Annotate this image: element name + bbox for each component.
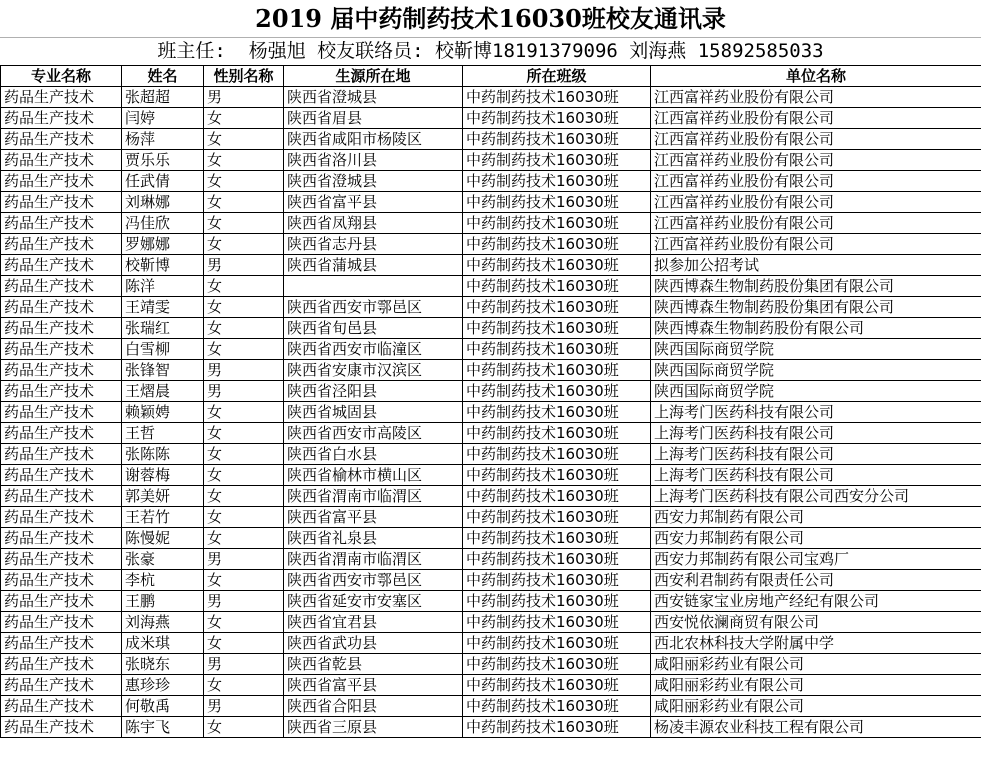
- cell-origin: 陕西省西安市高陵区: [284, 423, 463, 444]
- table-row: [1, 360, 981, 381]
- cell-employer: 陕西博森生物制药股份有限公司: [651, 318, 981, 339]
- cell-major: 药品生产技术: [1, 213, 122, 234]
- cell-employer: 西安力邦制药有限公司: [651, 507, 981, 528]
- cell-gender: 男: [204, 381, 284, 402]
- cell-class: 中药制药技术16030班: [463, 234, 651, 255]
- cell-major: 药品生产技术: [1, 381, 122, 402]
- cell-class: 中药制药技术16030班: [463, 528, 651, 549]
- table-row: [1, 717, 981, 738]
- cell-major: 药品生产技术: [1, 192, 122, 213]
- cell-major: 药品生产技术: [1, 612, 122, 633]
- cell-employer: 江西富祥药业股份有限公司: [651, 129, 981, 150]
- table-row: [1, 171, 981, 192]
- cell-origin: 陕西省咸阳市杨陵区: [284, 129, 463, 150]
- cell-origin: 陕西省渭南市临渭区: [284, 486, 463, 507]
- cell-major: 药品生产技术: [1, 339, 122, 360]
- cell-gender: 男: [204, 696, 284, 717]
- cell-class: 中药制药技术16030班: [463, 444, 651, 465]
- cell-class: 中药制药技术16030班: [463, 276, 651, 297]
- cell-gender: 女: [204, 444, 284, 465]
- cell-gender: 女: [204, 675, 284, 696]
- cell-gender: 女: [204, 234, 284, 255]
- cell-gender: 女: [204, 108, 284, 129]
- cell-name: 张瑞红: [122, 318, 204, 339]
- cell-gender: 女: [204, 213, 284, 234]
- cell-major: 药品生产技术: [1, 507, 122, 528]
- cell-origin: 陕西省西安市临潼区: [284, 339, 463, 360]
- cell-origin: 陕西省西安市鄠邑区: [284, 297, 463, 318]
- cell-major: 药品生产技术: [1, 129, 122, 150]
- cell-origin: 陕西省延安市安塞区: [284, 591, 463, 612]
- cell-employer: 陕西国际商贸学院: [651, 360, 981, 381]
- cell-origin: 陕西省安康市汉滨区: [284, 360, 463, 381]
- cell-gender: 女: [204, 192, 284, 213]
- cell-major: 药品生产技术: [1, 444, 122, 465]
- table-row: [1, 570, 981, 591]
- cell-employer: 拟参加公招考试: [651, 255, 981, 276]
- cell-name: 郭美妍: [122, 486, 204, 507]
- cell-name: 王靖雯: [122, 297, 204, 318]
- cell-class: 中药制药技术16030班: [463, 696, 651, 717]
- cell-origin: 陕西省乾县: [284, 654, 463, 675]
- cell-employer: 江西富祥药业股份有限公司: [651, 108, 981, 129]
- cell-class: 中药制药技术16030班: [463, 507, 651, 528]
- cell-employer: 西安链家宝业房地产经纪有限公司: [651, 591, 981, 612]
- cell-name: 王若竹: [122, 507, 204, 528]
- cell-gender: 女: [204, 465, 284, 486]
- cell-origin: 陕西省凤翔县: [284, 213, 463, 234]
- cell-gender: 男: [204, 360, 284, 381]
- cell-origin: 陕西省西安市鄠邑区: [284, 570, 463, 591]
- table-row: [1, 87, 981, 108]
- cell-employer: 杨凌丰源农业科技工程有限公司: [651, 717, 981, 738]
- table-row: [1, 297, 981, 318]
- cell-origin: 陕西省武功县: [284, 633, 463, 654]
- table-row: [1, 108, 981, 129]
- cell-gender: 男: [204, 549, 284, 570]
- cell-employer: 咸阳丽彩药业有限公司: [651, 654, 981, 675]
- cell-employer: 江西富祥药业股份有限公司: [651, 213, 981, 234]
- cell-name: 陈慢妮: [122, 528, 204, 549]
- cell-employer: 江西富祥药业股份有限公司: [651, 150, 981, 171]
- table-header-row: [1, 66, 981, 87]
- cell-major: 药品生产技术: [1, 297, 122, 318]
- cell-name: 陈洋: [122, 276, 204, 297]
- cell-employer: 咸阳丽彩药业有限公司: [651, 675, 981, 696]
- cell-major: 药品生产技术: [1, 423, 122, 444]
- cell-name: 杨萍: [122, 129, 204, 150]
- cell-major: 药品生产技术: [1, 360, 122, 381]
- table-row: [1, 402, 981, 423]
- cell-major: 药品生产技术: [1, 108, 122, 129]
- cell-name: 赖颖娉: [122, 402, 204, 423]
- cell-name: 贾乐乐: [122, 150, 204, 171]
- cell-gender: 女: [204, 633, 284, 654]
- cell-name: 张超超: [122, 87, 204, 108]
- cell-name: 张豪: [122, 549, 204, 570]
- table-row: [1, 528, 981, 549]
- cell-gender: 女: [204, 570, 284, 591]
- cell-gender: 女: [204, 402, 284, 423]
- cell-employer: 陕西博森生物制药股份集团有限公司: [651, 276, 981, 297]
- table-row: [1, 507, 981, 528]
- table-row: [1, 654, 981, 675]
- cell-employer: 陕西博森生物制药股份集团有限公司: [651, 297, 981, 318]
- cell-major: 药品生产技术: [1, 465, 122, 486]
- cell-major: 药品生产技术: [1, 549, 122, 570]
- cell-name: 张陈陈: [122, 444, 204, 465]
- cell-name: 闫婷: [122, 108, 204, 129]
- cell-name: 李杭: [122, 570, 204, 591]
- cell-name: 白雪柳: [122, 339, 204, 360]
- cell-name: 何敬禹: [122, 696, 204, 717]
- cell-name: 王哲: [122, 423, 204, 444]
- cell-name: 刘海燕: [122, 612, 204, 633]
- cell-gender: 男: [204, 255, 284, 276]
- cell-employer: 江西富祥药业股份有限公司: [651, 87, 981, 108]
- cell-origin: 陕西省旬邑县: [284, 318, 463, 339]
- cell-origin: 陕西省白水县: [284, 444, 463, 465]
- cell-name: 罗娜娜: [122, 234, 204, 255]
- table-row: [1, 255, 981, 276]
- cell-class: 中药制药技术16030班: [463, 192, 651, 213]
- cell-class: 中药制药技术16030班: [463, 297, 651, 318]
- cell-name: 冯佳欣: [122, 213, 204, 234]
- table-row: [1, 633, 981, 654]
- column-header-name: 姓名: [122, 66, 204, 87]
- cell-origin: 陕西省渭南市临渭区: [284, 549, 463, 570]
- cell-origin: 陕西省澄城县: [284, 171, 463, 192]
- cell-class: 中药制药技术16030班: [463, 360, 651, 381]
- cell-class: 中药制药技术16030班: [463, 150, 651, 171]
- cell-employer: 上海考门医药科技有限公司: [651, 402, 981, 423]
- cell-employer: 陕西国际商贸学院: [651, 339, 981, 360]
- cell-employer: 咸阳丽彩药业有限公司: [651, 696, 981, 717]
- cell-employer: 江西富祥药业股份有限公司: [651, 234, 981, 255]
- cell-major: 药品生产技术: [1, 318, 122, 339]
- cell-major: 药品生产技术: [1, 486, 122, 507]
- cell-class: 中药制药技术16030班: [463, 591, 651, 612]
- cell-origin: [284, 276, 463, 297]
- cell-gender: 女: [204, 423, 284, 444]
- cell-class: 中药制药技术16030班: [463, 129, 651, 150]
- cell-origin: 陕西省三原县: [284, 717, 463, 738]
- cell-gender: 女: [204, 171, 284, 192]
- cell-origin: 陕西省泾阳县: [284, 381, 463, 402]
- column-header-employer: 单位名称: [651, 66, 981, 87]
- contact-subtitle: 班主任: 杨强旭 校友联络员: 校靳博18191379096 刘海燕 15892585033: [157, 40, 824, 62]
- cell-origin: 陕西省富平县: [284, 507, 463, 528]
- table-row: [1, 234, 981, 255]
- cell-name: 陈宇飞: [122, 717, 204, 738]
- cell-employer: 西安力邦制药有限公司宝鸡厂: [651, 549, 981, 570]
- cell-name: 任武倩: [122, 171, 204, 192]
- cell-origin: 陕西省富平县: [284, 192, 463, 213]
- cell-class: 中药制药技术16030班: [463, 213, 651, 234]
- cell-employer: 上海考门医药科技有限公司: [651, 423, 981, 444]
- cell-major: 药品生产技术: [1, 255, 122, 276]
- table-row: [1, 276, 981, 297]
- cell-gender: 男: [204, 591, 284, 612]
- cell-gender: 女: [204, 717, 284, 738]
- table-row: [1, 381, 981, 402]
- cell-class: 中药制药技术16030班: [463, 465, 651, 486]
- cell-major: 药品生产技术: [1, 633, 122, 654]
- cell-major: 药品生产技术: [1, 654, 122, 675]
- table-row: [1, 549, 981, 570]
- cell-gender: 女: [204, 612, 284, 633]
- cell-class: 中药制药技术16030班: [463, 171, 651, 192]
- cell-major: 药品生产技术: [1, 528, 122, 549]
- table-row: [1, 486, 981, 507]
- cell-gender: 女: [204, 507, 284, 528]
- cell-employer: 江西富祥药业股份有限公司: [651, 171, 981, 192]
- cell-class: 中药制药技术16030班: [463, 402, 651, 423]
- cell-employer: 西安利君制药有限责任公司: [651, 570, 981, 591]
- alumni-table: [0, 65, 981, 738]
- cell-major: 药品生产技术: [1, 171, 122, 192]
- cell-employer: 西安力邦制药有限公司: [651, 528, 981, 549]
- table-row: [1, 444, 981, 465]
- cell-major: 药品生产技术: [1, 675, 122, 696]
- cell-gender: 女: [204, 528, 284, 549]
- cell-class: 中药制药技术16030班: [463, 108, 651, 129]
- cell-major: 药品生产技术: [1, 402, 122, 423]
- cell-major: 药品生产技术: [1, 717, 122, 738]
- cell-origin: 陕西省蒲城县: [284, 255, 463, 276]
- table-row: [1, 339, 981, 360]
- cell-origin: 陕西省眉县: [284, 108, 463, 129]
- cell-name: 张晓东: [122, 654, 204, 675]
- cell-origin: 陕西省榆林市横山区: [284, 465, 463, 486]
- cell-major: 药品生产技术: [1, 570, 122, 591]
- table-row: [1, 150, 981, 171]
- cell-class: 中药制药技术16030班: [463, 654, 651, 675]
- cell-origin: 陕西省宜君县: [284, 612, 463, 633]
- cell-origin: 陕西省洛川县: [284, 150, 463, 171]
- cell-origin: 陕西省志丹县: [284, 234, 463, 255]
- cell-class: 中药制药技术16030班: [463, 87, 651, 108]
- column-header-gender: 性别名称: [204, 66, 284, 87]
- cell-name: 成米琪: [122, 633, 204, 654]
- cell-gender: 男: [204, 654, 284, 675]
- table-body: [1, 87, 981, 738]
- cell-class: 中药制药技术16030班: [463, 318, 651, 339]
- cell-class: 中药制药技术16030班: [463, 570, 651, 591]
- cell-class: 中药制药技术16030班: [463, 381, 651, 402]
- cell-employer: 上海考门医药科技有限公司: [651, 465, 981, 486]
- table-row: [1, 213, 981, 234]
- cell-class: 中药制药技术16030班: [463, 717, 651, 738]
- cell-name: 校靳博: [122, 255, 204, 276]
- table-row: [1, 318, 981, 339]
- cell-employer: 陕西国际商贸学院: [651, 381, 981, 402]
- cell-name: 王鹏: [122, 591, 204, 612]
- cell-class: 中药制药技术16030班: [463, 549, 651, 570]
- cell-class: 中药制药技术16030班: [463, 486, 651, 507]
- cell-major: 药品生产技术: [1, 696, 122, 717]
- table-row: [1, 696, 981, 717]
- cell-class: 中药制药技术16030班: [463, 255, 651, 276]
- table-row: [1, 612, 981, 633]
- cell-major: 药品生产技术: [1, 276, 122, 297]
- column-header-class: 所在班级: [463, 66, 651, 87]
- cell-gender: 男: [204, 87, 284, 108]
- cell-gender: 女: [204, 339, 284, 360]
- cell-employer: 西安悦依澜商贸有限公司: [651, 612, 981, 633]
- cell-name: 惠珍珍: [122, 675, 204, 696]
- cell-origin: 陕西省合阳县: [284, 696, 463, 717]
- table-row: [1, 591, 981, 612]
- cell-employer: 西北农林科技大学附属中学: [651, 633, 981, 654]
- column-header-major: 专业名称: [1, 66, 122, 87]
- cell-employer: 江西富祥药业股份有限公司: [651, 192, 981, 213]
- cell-major: 药品生产技术: [1, 150, 122, 171]
- table-row: [1, 129, 981, 150]
- cell-gender: 女: [204, 276, 284, 297]
- cell-origin: 陕西省城固县: [284, 402, 463, 423]
- cell-employer: 上海考门医药科技有限公司西安分公司: [651, 486, 981, 507]
- cell-major: 药品生产技术: [1, 234, 122, 255]
- cell-major: 药品生产技术: [1, 591, 122, 612]
- table-row: [1, 465, 981, 486]
- cell-gender: 女: [204, 129, 284, 150]
- cell-name: 张锋智: [122, 360, 204, 381]
- cell-gender: 女: [204, 318, 284, 339]
- table-row: [1, 423, 981, 444]
- cell-name: 王熠晨: [122, 381, 204, 402]
- cell-origin: 陕西省礼泉县: [284, 528, 463, 549]
- cell-name: 谢蓉梅: [122, 465, 204, 486]
- cell-class: 中药制药技术16030班: [463, 339, 651, 360]
- cell-gender: 女: [204, 297, 284, 318]
- page-title: 2019 届中药制药技术16030班校友通讯录: [0, 0, 981, 38]
- cell-class: 中药制药技术16030班: [463, 423, 651, 444]
- cell-class: 中药制药技术16030班: [463, 675, 651, 696]
- cell-gender: 女: [204, 150, 284, 171]
- column-header-origin: 生源所在地: [284, 66, 463, 87]
- cell-major: 药品生产技术: [1, 87, 122, 108]
- cell-name: 刘琳娜: [122, 192, 204, 213]
- cell-class: 中药制药技术16030班: [463, 633, 651, 654]
- cell-employer: 上海考门医药科技有限公司: [651, 444, 981, 465]
- table-row: [1, 675, 981, 696]
- table-row: [1, 192, 981, 213]
- cell-origin: 陕西省澄城县: [284, 87, 463, 108]
- cell-origin: 陕西省富平县: [284, 675, 463, 696]
- cell-class: 中药制药技术16030班: [463, 612, 651, 633]
- cell-gender: 女: [204, 486, 284, 507]
